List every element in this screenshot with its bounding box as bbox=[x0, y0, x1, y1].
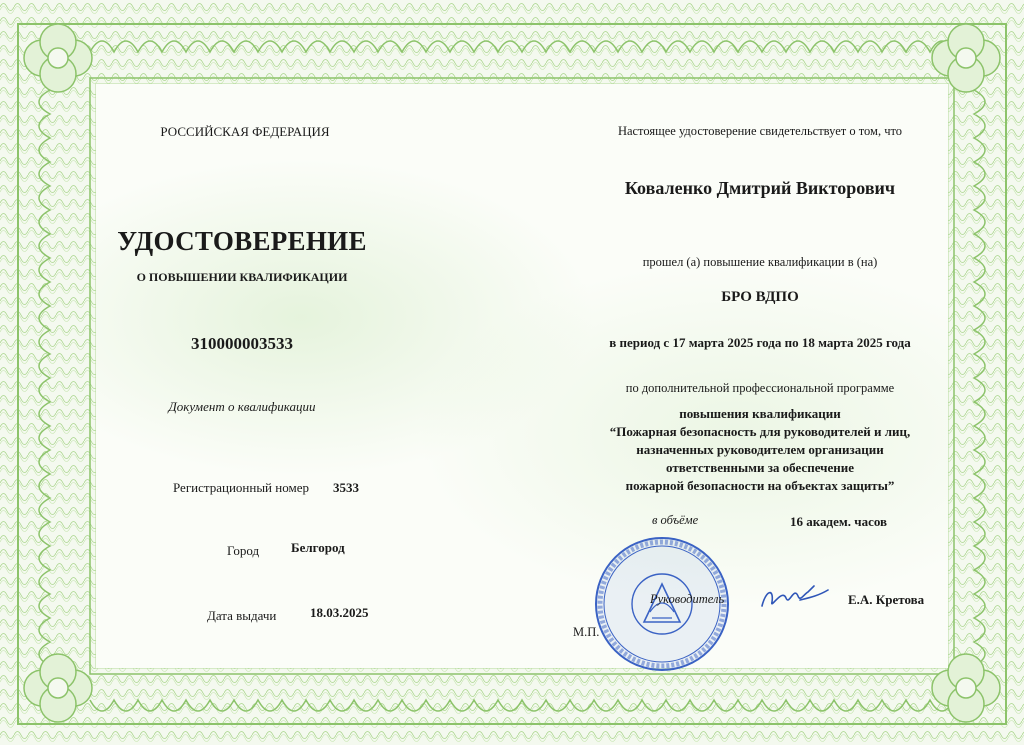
city-value: Белгород bbox=[291, 540, 345, 555]
head-label: Руководитель bbox=[650, 592, 725, 606]
document-subtitle: О ПОВЫШЕНИИ КВАЛИФИКАЦИИ bbox=[136, 270, 348, 284]
organization-name: БРО ВДПО bbox=[721, 289, 799, 305]
passed-text: прошел (а) повышение квалификации в (на) bbox=[642, 255, 878, 269]
head-name: Е.А. Кретова bbox=[848, 592, 925, 607]
volume-value: 16 академ. часов bbox=[790, 514, 888, 529]
program-line-5: пожарной безопасности на объектах защиты” bbox=[625, 478, 895, 493]
seal-place-label: М.П. bbox=[573, 625, 600, 639]
program-line-1: повышения квалификации bbox=[679, 406, 841, 421]
training-period: в период с 17 марта 2025 года по 18 марта 2025 года bbox=[609, 335, 911, 350]
intro-text: Настоящее удостоверение свидетельствует о том, что bbox=[617, 124, 903, 138]
city-label: Город bbox=[227, 543, 260, 558]
document-number: 310000003533 bbox=[191, 334, 293, 353]
document-title: УДОСТОВЕРЕНИЕ bbox=[117, 226, 367, 256]
program-intro: по дополнительной профессиональной программе bbox=[625, 381, 895, 395]
registration-number: 3533 bbox=[333, 480, 359, 495]
country-label: РОССИЙСКАЯ ФЕДЕРАЦИЯ bbox=[160, 124, 330, 139]
program-line-3: назначенных руководителем организации bbox=[636, 442, 884, 457]
issue-date-value: 18.03.2025 bbox=[310, 605, 369, 620]
program-line-4: ответственными за обеспечение bbox=[665, 460, 854, 475]
program-line-2: “Пожарная безопасность для руководителей и лиц, bbox=[609, 424, 911, 439]
handwritten-signature bbox=[756, 580, 832, 616]
issue-date-label: Дата выдачи bbox=[207, 608, 277, 623]
document-type: Документ о квалификации bbox=[168, 399, 316, 414]
holder-name: Коваленко Дмитрий Викторович bbox=[624, 178, 896, 198]
registration-label: Регистрационный номер bbox=[173, 480, 309, 495]
volume-label: в объёме bbox=[652, 513, 699, 527]
